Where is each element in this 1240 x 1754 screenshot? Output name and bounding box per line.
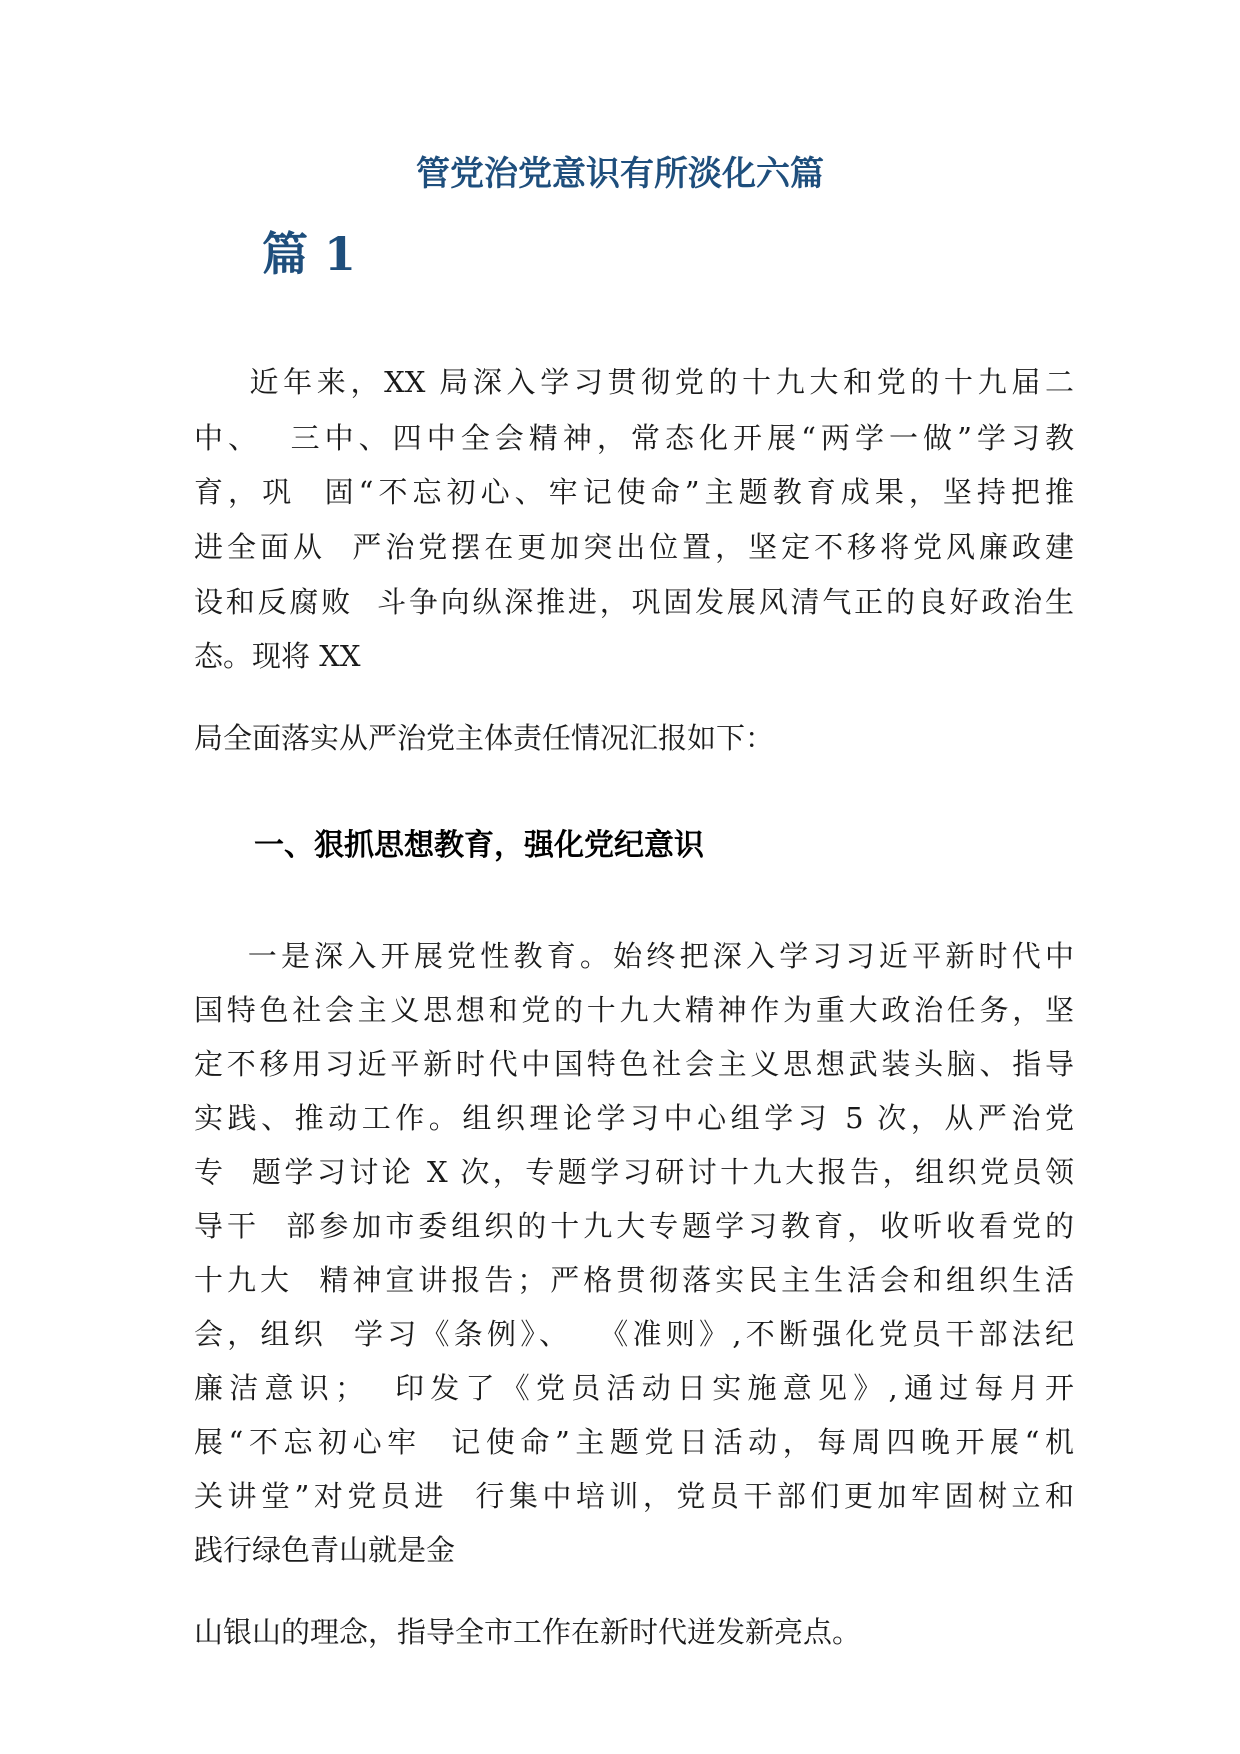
paragraph-line: 育，巩 固“不忘初心、牢记使命”主题教育成果，坚持把推 [194,475,1074,509]
paragraph-line: 中、 三中、四中全会精神，常态化开展“两学一做”学习教 [194,421,1074,455]
paragraph-continuation: 局全面落实从严治党主体责任情况汇报如下： [194,721,775,755]
paragraph-line: 一是深入开展党性教育。始终把深入学习习近平新时代中 [194,939,1074,973]
paragraph-line: 近年来，XX 局深入学习贯彻党的十九大和党的十九届二 [194,365,1074,399]
section-label: 篇 1 [262,227,357,281]
document-title: 管党治党意识有所淡化六篇 [416,154,824,194]
paragraph-line: 践行绿色青山就是金 [194,1533,456,1567]
heading-thought-education: 一、狠抓思想教育，强化党纪意识 [254,828,704,863]
paragraph-continuation: 山银山的理念，指导全市工作在新时代迸发新亮点。 [194,1615,862,1649]
paragraph-line: 设和反腐败 斗争向纵深推进，巩固发展风清气正的良好政治生 [194,585,1074,619]
paragraph-line: 关讲堂”对党员进 行集中培训，党员干部们更加牢固树立和 [194,1479,1074,1513]
paragraph-line: 定不移用习近平新时代中国特色社会主义思想武装头脑、指导 [194,1047,1074,1081]
paragraph-line: 专 题学习讨论 X 次，专题学习研讨十九大报告，组织党员领 [194,1155,1074,1189]
paragraph-line: 进全面从 严治党摆在更加突出位置，坚定不移将党风廉政建 [194,530,1074,564]
paragraph-line: 廉洁意识； 印发了《党员活动日实施意见》,通过每月开 [194,1371,1074,1405]
paragraph-line: 十九大 精神宣讲报告；严格贯彻落实民主生活会和组织生活 [194,1263,1074,1297]
paragraph-line: 实践、推动工作。组织理论学习中心组学习 5 次，从严治党 [194,1101,1074,1135]
paragraph-line: 态。现将 XX [194,639,361,673]
paragraph-line: 国特色社会主义思想和党的十九大精神作为重大政治任务，坚 [194,993,1074,1027]
paragraph-line: 会，组织 学习《条例》、 《准则》,不断强化党员干部法纪 [194,1317,1074,1351]
paragraph-line: 展“不忘初心牢 记使命”主题党日活动，每周四晚开展“机 [194,1425,1074,1459]
paragraph-line: 导干 部参加市委组织的十九大专题学习教育，收听收看党的 [194,1209,1074,1243]
